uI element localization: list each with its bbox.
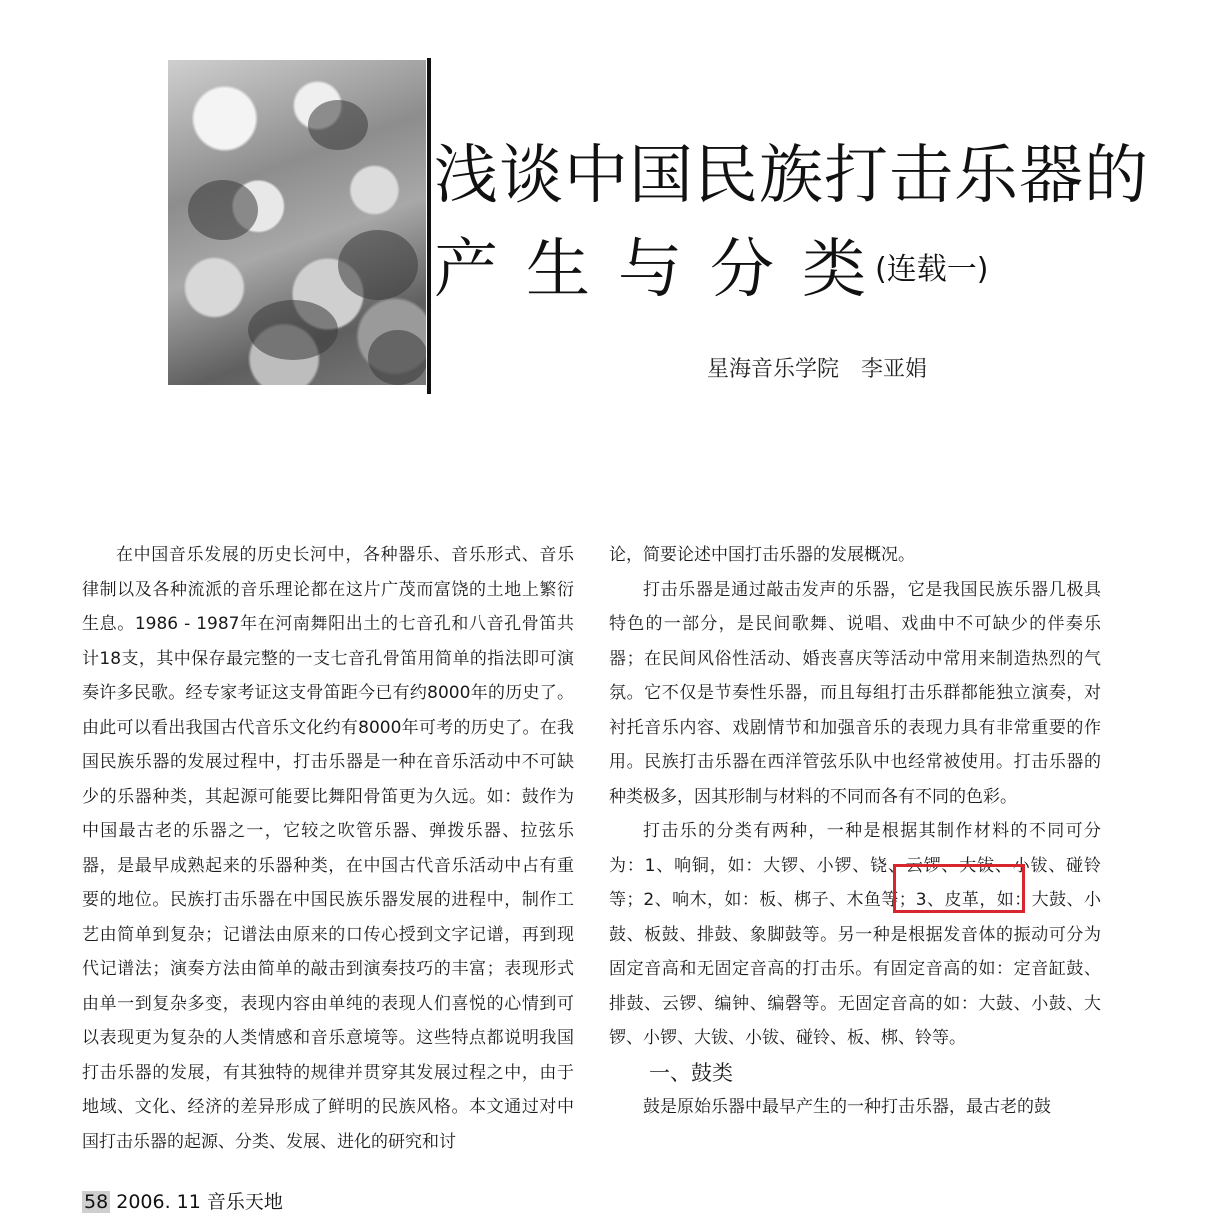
right-paragraph-2: 打击乐器是通过敲击发声的乐器，它是我国民族乐器几极具特色的一部分，是民间歌舞、说唱、戏曲中不可缺少的伴奏乐器；在民间风俗性活动、婚丧喜庆等活动中常用来制造热烈的气氛。它不仅是节奏性乐器，而且每组打击乐群都能独立演奏，对衬托音乐内容、戏剧情节和加强音乐的表现力具有非常重要的作用。民族打击乐器在西洋管弦乐队中也经常被使用。打击乐器的种类极多，因其形制与材料的不同而各有不同的色彩。: [609, 579, 1101, 807]
section-heading: 一、鼓类: [649, 1060, 733, 1085]
page-number: 58: [84, 1191, 109, 1213]
issue-date: 2006. 11: [116, 1191, 201, 1213]
left-paragraph: 在中国音乐发展的历史长河中，各种器乐、音乐形式、音乐律制以及各种流派的音乐理论都在这片广茂而富饶的土地上繁衍生息。1986 - 1987年在河南舞阳出土的七音孔和八音孔骨笛共计18支，其中保存最完整的一支七音孔骨笛用简单的指法即可演奏许多民歌。经专家考证这支骨笛距今已有约8000年的历史了。由此可以看出我国古代音乐文化约有8000年可考的历史了。在我国民族乐器的发展过程中，打击乐器是一种在音乐活动中不可缺少的乐器种类，其起源可能要比舞阳骨笛更为久远。如：鼓作为中国最古老的乐器之一，它较之吹管乐器、弹拨乐器、拉弦乐器，是最早成熟起来的乐器种类，在中国古代音乐活动中占有重要的地位。民族打击乐器在中国民族乐器发展的进程中，制作工艺由简单到复杂；记谱法由原来的口传心授到文字记谱，再到现代记谱法；演奏方法由简单的敲击到演奏技巧的丰富；表现形式由单一到复杂多变，表现内容由单纯的表现人们喜悦的心情到可以表现更为复杂的人类情感和音乐意境等。这些特点都说明我国打击乐器的发展，有其独特的规律并贯穿其发展过程之中，由于地域、文化、经济的差异形成了鲜明的民族风格。本文通过对中国打击乐器的起源、分类、发展、进化的研究和讨: [82, 545, 574, 1152]
journal-name: 音乐天地: [206, 1191, 283, 1213]
article-title-line1: 浅谈中国民族打击乐器的: [434, 139, 1149, 213]
author-line: 星海音乐学院 李亚娟: [707, 357, 928, 382]
header-photo: [168, 60, 426, 385]
left-column: [82, 538, 574, 1159]
right-paragraph-1: 论，简要论述中国打击乐器的发展概况。: [609, 545, 915, 565]
article-title-line2: 产生与分类: [434, 233, 894, 307]
right-paragraph-3: 打击乐的分类有两种，一种是根据其制作材料的不同可分为：1、响铜，如：大锣、小锣、铙、云锣、大钹、小钹、碰铃等；2、响木，如：板、梆子、木鱼等；3、皮革，如：大鼓、小鼓、板鼓、排鼓、象脚鼓等。另一种是根据发音体的振动可分为固定音高和无固定音高的打击乐。有固定音高的如：定音缸鼓、排鼓、云锣、编钟、编磬等。无固定音高的如：大鼓、小鼓、大锣、小锣、大钹、小钹、碰铃、板、梆、铃等。: [609, 821, 1101, 1048]
right-column: [609, 538, 1101, 1124]
series-label: (连载一): [875, 252, 989, 287]
title-divider: [427, 58, 431, 394]
highlight-box: [893, 864, 1025, 913]
page-footer: [82, 1187, 283, 1214]
right-paragraph-4: 鼓是原始乐器中最早产生的一种打击乐器，最古老的鼓: [643, 1096, 1051, 1117]
